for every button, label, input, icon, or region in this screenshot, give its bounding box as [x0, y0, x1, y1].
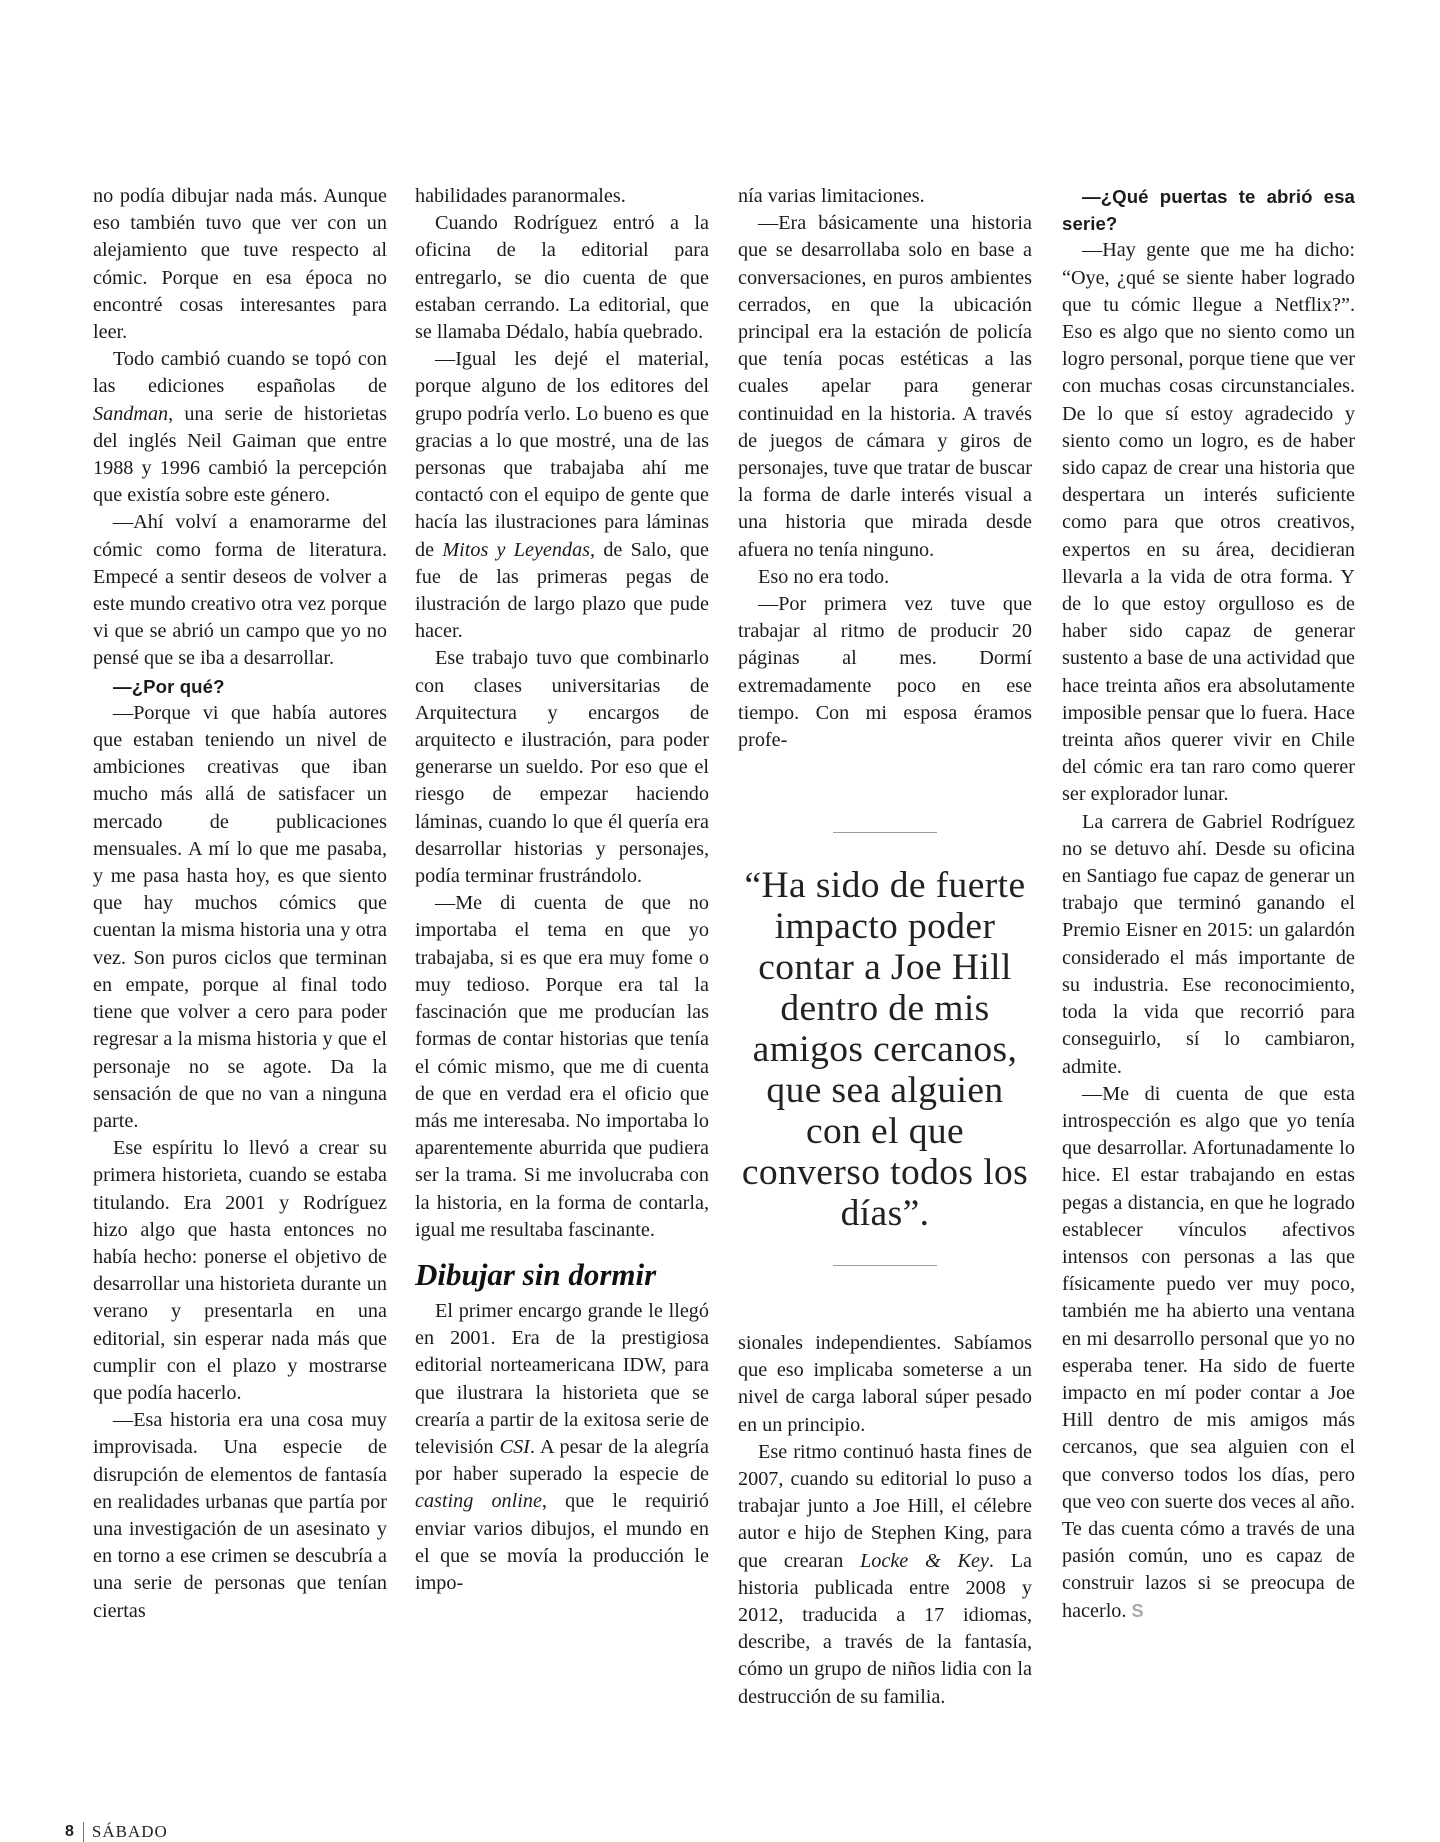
end-of-article-mark: S	[1131, 1600, 1144, 1621]
article-paragraph: —Me di cuenta de que esta introspección es algo que yo tenía que desarrollar. Afortunadamente lo hice. El estar trabajando en estas pegas a distancia, en que he logrado establecer vínculos afectivos intensos con personas a las que físicamente puedo ver muy poco, también me ha abierto una ventana en mi desarrollo personal que yo no esperaba tener. Ha sido de fuerte impacto en mí poder contar a Joe Hill dentro de mis amigos más cercanos, que sea alguien con el que converso todos los días, pero que veo con suerte dos veces al año. Te das cuenta cómo a través de una pasión común, uno es capaz de construir lazos si se preocupa de hacerlo. S	[1062, 1082, 1355, 1622]
article-paragraph: El primer encargo grande le llegó en 2001. Era de la prestigiosa editorial norteamericana IDW, para que ilustrara la historieta que se crearía a partir de la exitosa serie de televisión CSI. A pesar de la alegría por haber superado la especie de casting online, que le requirió enviar varios dibujos, el mundo en el que se movía la producción le impo-	[415, 1299, 709, 1594]
magazine-brand: SÁBADO	[91, 1822, 168, 1841]
footer-divider	[83, 1822, 84, 1842]
article-paragraph: sionales independientes. Sabíamos que eso implicaba someterse a un nivel de carga laboral súper pesado en un principio.	[738, 1332, 1032, 1436]
article-column-4	[1062, 183, 1355, 1625]
article-paragraph: Ese trabajo tuvo que combinarlo con clases universitarias de Arquitectura y encargos de arquitecto e ilustración, para poder generarse un sueldo. Por eso que el riesgo de empezar haciendo láminas, cuando lo que él quería era desarrollar historias y personajes, podía terminar frustrándolo.	[415, 647, 709, 888]
article-paragraph: —Me di cuenta de que no importaba el tema en que yo trabajaba, si es que era muy fome o muy tedioso. Porque era tal la fascinación que me producían las formas de contar historias que tenía el cómic mismo, que me di cuenta de que en verdad era el oficio que más me interesaba. No importaba lo aparentemente aburrida que pudiera ser la trama. Si me involucraba con la historia, en la forma de contarla, igual me resultaba fascinante.	[415, 892, 709, 1241]
article-column-2	[415, 183, 709, 1597]
article-paragraph: habilidades paranormales.	[415, 185, 626, 207]
article-paragraph: nía varias limitaciones.	[738, 185, 925, 207]
article-paragraph: Todo cambió cuando se topó con las ediciones españolas de Sandman, una serie de historietas del inglés Neil Gaiman que entre 1988 y 1996 cambió la percepción que existía sobre este género.	[93, 348, 387, 507]
article-column-3	[738, 183, 1032, 754]
article-paragraph: —Era básicamente una historia que se desarrollaba solo en base a conversaciones, en puros ambientes cerrados, en que la ubicación principal era la estación de policía que tenía pocas estéticas a las cuales apelar para generar continuidad en la historia. A través de juegos de cámara y giros de personajes, tuve que tratar de buscar la forma de darle interés visual a una historia que mirada desde afuera no tenía ninguno.	[738, 212, 1032, 561]
interview-question: —¿Por qué?	[113, 675, 225, 697]
article-paragraph: —Por primera vez tuve que trabajar al ritmo de producir 20 páginas al mes. Dormí extremadamente poco en ese tiempo. Con mi esposa éramos profe-	[738, 593, 1032, 752]
article-paragraph: —Hay gente que me ha dicho: “Oye, ¿qué se siente haber logrado que tu cómic llegue a Netflix?”. Eso es algo que no siento como un logro personal, porque tiene que ver con muchas cosas circunstanciales. De lo que sí estoy agradecido y siento como un logro, es de haber sido capaz de crear una historia que despertara un interés suficiente como para que otros creativos, expertos en su área, decidieran llevarla a la vida de otra forma. Y de lo que estoy orgulloso es de haber sido capaz de generar sustento a base de una actividad que hace treinta años era absolutamente imposible pensar que lo fuera. Hace treinta años querer vivir en Chile del cómic era tan raro como querer ser explorador lunar.	[1062, 239, 1355, 806]
page-footer	[65, 1822, 168, 1842]
article-paragraph: Ese espíritu lo llevó a crear su primera historieta, cuando se estaba titulando. Era 2001 y Rodríguez hizo algo que hasta entonces no había hecho: ponerse el objetivo de desarrollar una historieta durante un verano y presentarla en una editorial, sin esperar nada más que cumplir con el plazo y mostrarse que podía hacerlo.	[93, 1137, 387, 1404]
article-paragraph: Eso no era todo.	[758, 565, 890, 588]
pull-quote-top-rule	[833, 832, 937, 833]
pull-quote	[738, 832, 1032, 1266]
article-paragraph: —Esa historia era una cosa muy improvisada. Una especie de disrupción de elementos de fantasía en realidades urbanas que partía por una investigación de un asesinato y en torno a ese crimen se descubría a una serie de personas que tenían ciertas	[93, 1409, 387, 1622]
pull-quote-text: “Ha sido de fuerte impacto poder contar a Joe Hill dentro de mis amigos cercanos, que sea alguien con el que converso todos los días”.	[741, 865, 1029, 1234]
article-paragraph: —Igual les dejé el material, porque alguno de los editores del grupo podría verlo. Lo bueno es que gracias a lo que mostré, una de las personas que trabajaba ahí me contactó con el equipo de gente que hacía las ilustraciones para láminas de Mitos y Leyendas, de Salo, que fue de las primeras pegas de ilustración de largo plazo que pude hacer.	[415, 348, 709, 643]
section-subheading: Dibujar sin dormir	[415, 1256, 657, 1292]
article-column-1	[93, 183, 387, 1625]
article-column-3-continued	[738, 1330, 1032, 1711]
page-number: 8	[65, 1823, 74, 1840]
article-paragraph: —Porque vi que había autores que estaban teniendo un nivel de ambiciones creativas que iban mucho más allá de satisfacer un mercado de publicaciones mensuales. A mí lo que me pasaba, y me pasa hasta hoy, es que siento que hay muchos cómics que cuentan la misma historia una y otra vez. Son puros ciclos que terminan en empate, porque al final todo tiene que volver a cero para poder regresar a la misma historia y que el personaje no se agote. Da la sensación de que no van a ninguna parte.	[93, 701, 387, 1132]
article-paragraph: Cuando Rodríguez entró a la oficina de la editorial para entregarlo, se dio cuenta de que estaban cerrando. La editorial, que se llamaba Dédalo, había quebrado.	[415, 212, 709, 344]
interview-question: —¿Qué puertas te abrió esa serie?	[1062, 186, 1355, 235]
article-paragraph: no podía dibujar nada más. Aunque eso también tuvo que ver con un alejamiento que tuve respecto al cómic. Porque en esa época no encontré cosas interesantes para leer.	[93, 185, 387, 344]
pull-quote-bottom-rule	[833, 1265, 937, 1266]
article-paragraph: Ese ritmo continuó hasta fines de 2007, cuando su editorial lo puso a trabajar junto a Joe Hill, el célebre autor e hijo de Stephen King, para que crearan Locke & Key. La historia publicada entre 2008 y 2012, traducida a 17 idiomas, describe, a través de la fantasía, cómo un grupo de niños lidia con la destrucción de su familia.	[738, 1440, 1032, 1708]
article-paragraph: —Ahí volví a enamorarme del cómic como forma de literatura. Empecé a sentir deseos de volver a este mundo creativo otra vez porque vi que se abrió un campo que yo no pensé que se iba a desarrollar.	[93, 511, 387, 670]
article-paragraph: La carrera de Gabriel Rodríguez no se detuvo ahí. Desde su oficina en Santiago fue capaz de generar un trabajo que terminó ganando el Premio Eisner en 2015: un galardón considerado el más importante de su industria. Ese reconocimiento, toda la vida que recorrió para conseguirlo, sí lo cambiaron, admite.	[1062, 810, 1355, 1078]
